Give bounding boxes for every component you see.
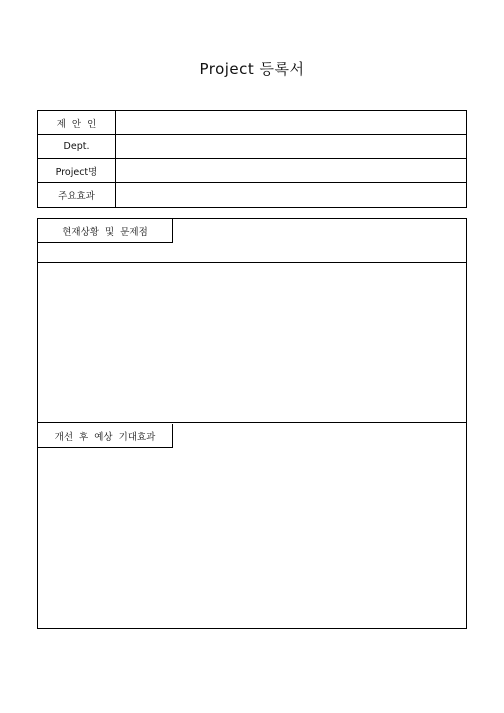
main-effect-field[interactable] [116,183,466,207]
page-title: Project 등록서 [199,60,305,78]
project-name-field[interactable] [116,159,466,182]
table-row-dept [38,135,466,159]
table-row-proposer [38,111,466,135]
project-name-label: Project명 [38,159,116,182]
divider [38,422,466,423]
expected-effect-label: 개선 후 예상 기대효과 [38,424,173,448]
proposer-label: 제 안 인 [38,111,116,134]
info-table [37,110,467,208]
details-box [37,218,467,629]
current-status-label: 현재상황 및 문제점 [38,219,173,243]
divider [38,262,466,263]
table-row-main-effect [38,183,466,207]
dept-field[interactable] [116,135,466,158]
main-effect-label: 주요효과 [38,183,116,207]
dept-label: Dept. [38,135,116,158]
proposer-field[interactable] [116,111,466,134]
table-row-project-name [38,159,466,183]
